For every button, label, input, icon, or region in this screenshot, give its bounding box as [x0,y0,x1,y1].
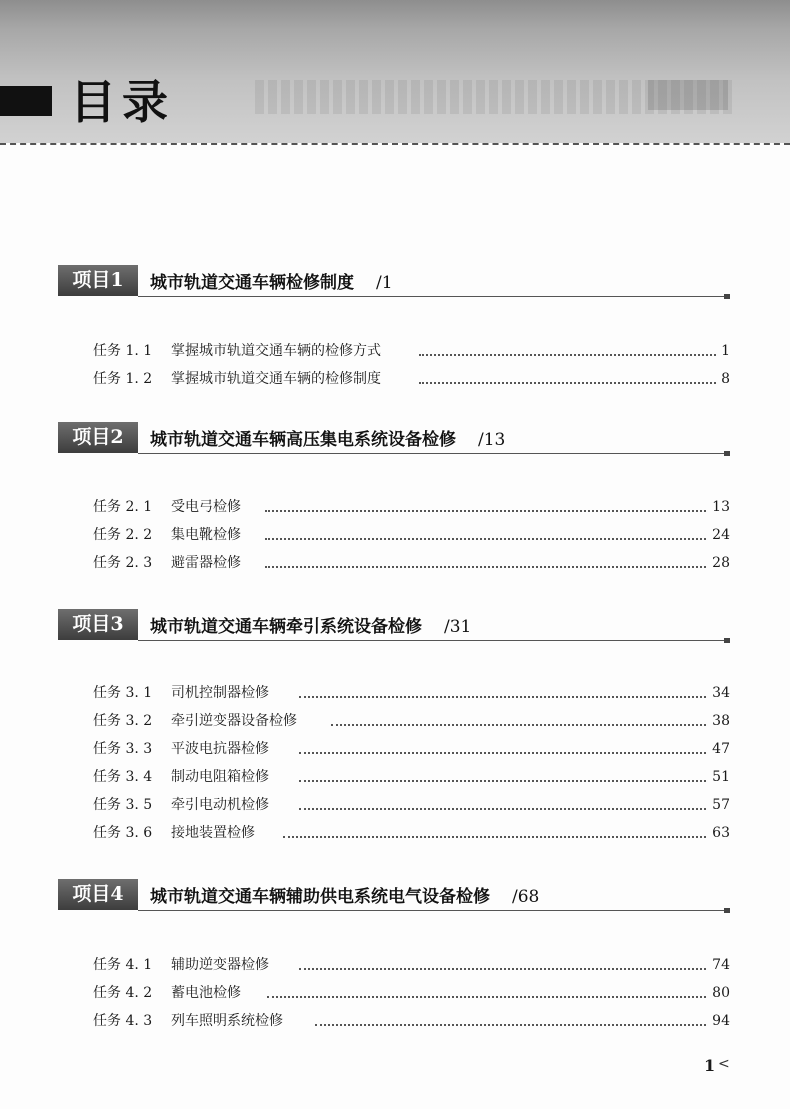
project-underline [138,640,730,641]
project-title: 城市轨道交通车辆辅助供电系统电气设备检修 /68 [150,887,540,907]
task-page: 1 [721,343,730,359]
task-number: 任务 3. 4 [93,769,153,785]
toc-entry-4-3[interactable] [93,1010,730,1032]
task-title: 集电靴检修 [171,527,241,543]
dot-leader [331,724,706,726]
toc-entry-4-1[interactable] [93,954,730,976]
task-number: 任务 2. 2 [93,527,153,543]
project-badge: 项目3 [58,609,138,640]
toc-entry-1-2[interactable] [93,368,730,390]
page-title: 目录 [70,75,174,129]
toc-entry-2-1[interactable] [93,496,730,518]
page-number-mark: < [718,1056,730,1072]
project-page: /31 [444,617,472,637]
dot-leader [283,836,706,838]
task-page: 74 [712,957,730,973]
project-end-mark [724,908,730,913]
task-page: 94 [712,1013,730,1029]
dot-leader [267,996,706,998]
task-number: 任务 1. 1 [93,343,153,359]
task-title: 司机控制器检修 [171,685,269,701]
task-title: 掌握城市轨道交通车辆的检修制度 [171,371,381,387]
project-page: /13 [478,430,506,450]
project-underline [138,296,730,297]
task-number: 任务 4. 2 [93,985,153,1001]
task-number: 任务 3. 2 [93,713,153,729]
dot-leader [299,808,706,810]
project-heading-3[interactable] [58,609,730,645]
task-number: 任务 4. 3 [93,1013,153,1029]
toc-entry-1-1[interactable] [93,340,730,362]
task-title: 接地装置检修 [171,825,255,841]
task-page: 63 [712,825,730,841]
project-end-mark [724,638,730,643]
project-end-mark [724,451,730,456]
project-heading-2[interactable] [58,422,730,458]
task-number: 任务 3. 6 [93,825,153,841]
task-title: 掌握城市轨道交通车辆的检修方式 [171,343,381,359]
dot-leader [299,780,706,782]
task-page: 28 [712,555,730,571]
task-title: 列车照明系统检修 [171,1013,283,1029]
task-title: 受电弓检修 [171,499,241,515]
task-number: 任务 1. 2 [93,371,153,387]
toc-entry-3-3[interactable] [93,738,730,760]
task-page: 8 [721,371,730,387]
project-badge: 项目2 [58,422,138,453]
header-background-box [648,80,728,110]
toc-entry-2-2[interactable] [93,524,730,546]
task-title: 辅助逆变器检修 [171,957,269,973]
project-heading-1[interactable] [58,265,730,301]
task-title: 平波电抗器检修 [171,741,269,757]
project-end-mark [724,294,730,299]
project-title: 城市轨道交通车辆检修制度 /1 [150,273,393,293]
project-underline [138,453,730,454]
task-number: 任务 4. 1 [93,957,153,973]
dot-leader [419,354,716,356]
toc-entry-3-1[interactable] [93,682,730,704]
task-number: 任务 3. 1 [93,685,153,701]
task-title: 制动电阻箱检修 [171,769,269,785]
toc-entry-3-5[interactable] [93,794,730,816]
dot-leader [265,566,706,568]
task-page: 13 [712,499,730,515]
task-title: 蓄电池检修 [171,985,241,1001]
dot-leader [315,1024,706,1026]
project-title: 城市轨道交通车辆牵引系统设备检修 /31 [150,617,472,637]
task-page: 34 [712,685,730,701]
project-badge: 项目4 [58,879,138,910]
toc-entry-3-2[interactable] [93,710,730,732]
project-heading-4[interactable] [58,879,730,915]
toc-entry-3-6[interactable] [93,822,730,844]
task-page: 51 [712,769,730,785]
project-underline [138,910,730,911]
task-page: 57 [712,797,730,813]
dot-leader [265,538,706,540]
task-number: 任务 3. 3 [93,741,153,757]
dot-leader [299,752,706,754]
toc-entry-2-3[interactable] [93,552,730,574]
task-number: 任务 3. 5 [93,797,153,813]
task-title: 避雷器检修 [171,555,241,571]
project-title: 城市轨道交通车辆高压集电系统设备检修 /13 [150,430,506,450]
task-page: 38 [712,713,730,729]
task-page: 47 [712,741,730,757]
dot-leader [419,382,716,384]
task-number: 任务 2. 1 [93,499,153,515]
dot-leader [299,968,706,970]
header-black-bar [0,86,52,116]
project-page: /1 [376,273,393,293]
dot-leader [299,696,706,698]
toc-entry-3-4[interactable] [93,766,730,788]
header-dashed-divider [0,143,790,145]
task-number: 任务 2. 3 [93,555,153,571]
toc-entry-4-2[interactable] [93,982,730,1004]
task-title: 牵引电动机检修 [171,797,269,813]
task-page: 24 [712,527,730,543]
page-header [0,0,790,143]
project-page: /68 [512,887,540,907]
dot-leader [265,510,706,512]
task-title: 牵引逆变器设备检修 [171,713,297,729]
task-page: 80 [712,985,730,1001]
project-badge: 项目1 [58,265,138,296]
page-number: 1 [704,1056,716,1075]
